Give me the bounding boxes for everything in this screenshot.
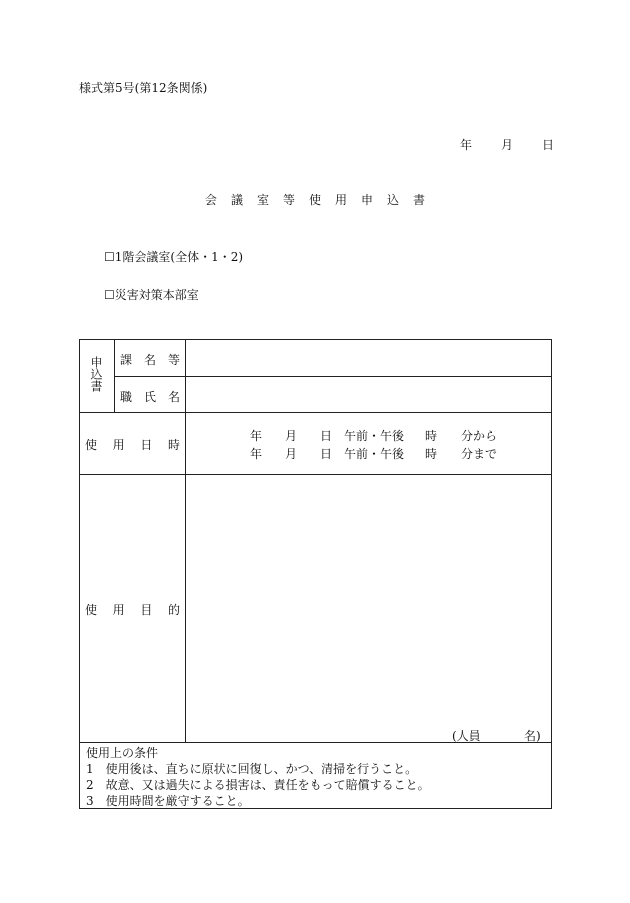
dt-hour: 時	[425, 429, 438, 443]
checkbox[interactable]: ☐	[104, 288, 115, 302]
headcount-open: (人員	[452, 729, 481, 743]
title-char: 書	[413, 193, 440, 207]
dt-month: 月	[285, 447, 298, 461]
dt-month: 月	[285, 429, 298, 443]
dt-ampm: 午前・午後	[344, 429, 405, 443]
dt-ampm: 午前・午後	[344, 447, 405, 461]
label-char: 日	[140, 438, 153, 452]
column-divider	[114, 340, 115, 412]
label-char: 名	[167, 390, 180, 404]
dt-day: 日	[320, 447, 333, 461]
title-char: 議	[230, 193, 257, 207]
condition-item: 3 使用時間を厳守すること。	[86, 794, 250, 808]
date-day-label: 日	[541, 138, 554, 152]
label-char: 時	[167, 438, 180, 452]
usage-purpose-label	[85, 601, 180, 618]
label-char: 用	[112, 438, 125, 452]
condition-item: 2 故意、又は過失による損害は、責任をもって賠償すること。	[86, 778, 430, 792]
datetime-end-row[interactable]	[250, 445, 497, 462]
label-char: 使	[85, 438, 98, 452]
room-option-disaster-hq[interactable]	[104, 286, 199, 303]
room-option-label: 災害対策本部室	[114, 288, 199, 302]
usage-datetime-label	[85, 436, 180, 453]
checkbox[interactable]: ☐	[104, 250, 115, 264]
dt-minute: 分まで	[461, 447, 498, 461]
datetime-start-row[interactable]	[250, 427, 497, 444]
application-date	[460, 136, 554, 153]
title-char: 申	[361, 193, 388, 207]
applicant-label	[89, 356, 103, 392]
label-char: 目	[140, 603, 153, 617]
label-char: 使	[85, 603, 98, 617]
condition-item: 1 使用後は、直ちに原状に回復し、かつ、清掃を行うこと。	[86, 762, 418, 776]
label-char: 氏	[143, 390, 156, 404]
title-char: 等	[282, 193, 309, 207]
title-char: 室	[256, 193, 283, 207]
title-char: 込	[387, 193, 414, 207]
title-char: 用	[335, 193, 362, 207]
dt-day: 日	[320, 429, 333, 443]
label-char: 的	[167, 603, 180, 617]
department-label	[120, 351, 180, 368]
headcount-field[interactable]	[452, 727, 541, 744]
applicant-char: 書	[89, 380, 103, 392]
application-form-table	[79, 339, 552, 809]
applicant-char: 申	[89, 356, 103, 368]
headcount-close: 名)	[524, 729, 541, 743]
form-number-label: 様式第5号(第12条関係)	[79, 81, 208, 95]
label-char: 等	[167, 353, 180, 367]
title-name-label	[120, 388, 180, 405]
applicant-char: 込	[89, 368, 103, 380]
dt-hour: 時	[425, 447, 438, 461]
dt-minute: 分から	[461, 429, 498, 443]
label-char: 職	[120, 390, 133, 404]
title-char: 使	[308, 193, 335, 207]
room-option-first-floor[interactable]	[104, 248, 243, 265]
title-name-field[interactable]	[186, 377, 551, 411]
row-divider	[80, 412, 552, 413]
usage-purpose-field[interactable]	[186, 475, 551, 725]
room-option-label: 1階会議室(全体・1・2)	[114, 250, 244, 264]
title-char: 会	[204, 193, 231, 207]
document-title	[0, 191, 630, 208]
dt-year: 年	[250, 447, 263, 461]
date-month-label: 月	[500, 138, 513, 152]
dt-year: 年	[250, 429, 263, 443]
label-char: 課	[120, 353, 133, 367]
department-field[interactable]	[186, 341, 551, 375]
date-year-label: 年	[460, 138, 473, 152]
label-char: 名	[143, 353, 156, 367]
conditions-heading: 使用上の条件	[86, 746, 159, 760]
label-char: 用	[112, 603, 125, 617]
